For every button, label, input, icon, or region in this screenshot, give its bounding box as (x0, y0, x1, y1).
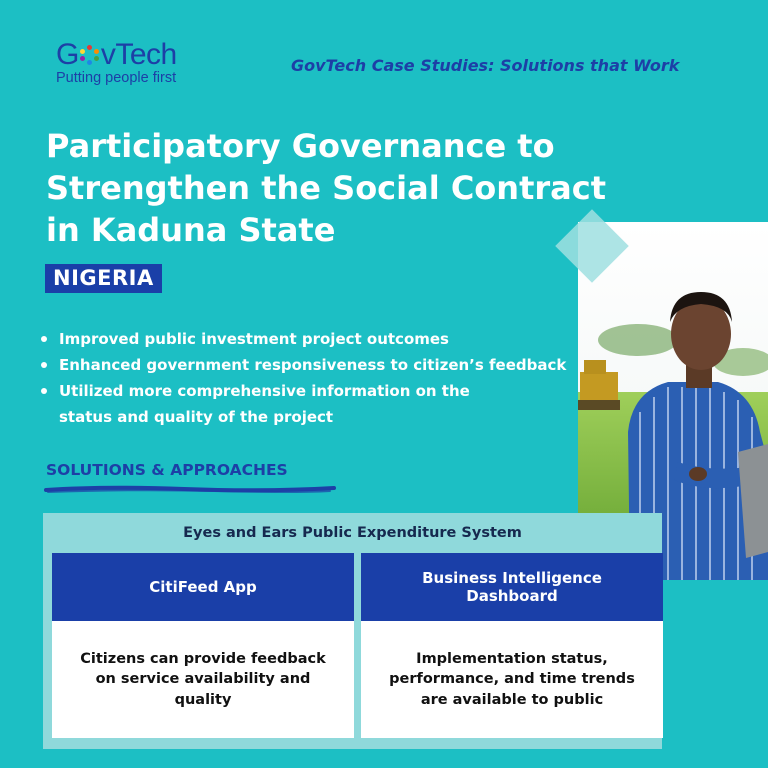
page-title (46, 125, 706, 251)
brush-underline-icon (44, 484, 336, 494)
logo-tagline: Putting people first (56, 70, 177, 86)
card-body: Implementation status, performance, and time trends are available to public (361, 621, 663, 738)
solutions-panel (43, 513, 662, 749)
outcome-item: Utilized more comprehensive information on the status and quality of the project (38, 378, 508, 430)
title-line-1: Participatory Governance to (46, 127, 555, 165)
header-tag: GovTech Case Studies: Solutions that Work (291, 56, 680, 75)
section-heading: SOLUTIONS & APPROACHES (46, 461, 288, 479)
country-badge: NIGERIA (45, 264, 162, 293)
govtech-logo (56, 40, 177, 86)
solution-card-citifeed (52, 553, 354, 738)
outcome-item: Enhanced government responsiveness to citizen’s feedback (38, 352, 578, 378)
card-title: CitiFeed App (52, 553, 354, 621)
title-line-3: in Kaduna State (46, 211, 336, 249)
title-line-2: Strengthen the Social Contract (46, 169, 606, 207)
solution-card-dashboard (361, 553, 663, 738)
outcomes-list (38, 326, 578, 430)
outcome-item: Improved public investment project outcomes (38, 326, 578, 352)
system-name: Eyes and Ears Public Expenditure System (183, 525, 522, 541)
logo-wordmark: G vTech (56, 38, 177, 71)
card-title: Business Intelligence Dashboard (361, 553, 663, 621)
colored-dots-icon (80, 45, 100, 65)
card-body: Citizens can provide feedback on service availability and quality (52, 621, 354, 738)
